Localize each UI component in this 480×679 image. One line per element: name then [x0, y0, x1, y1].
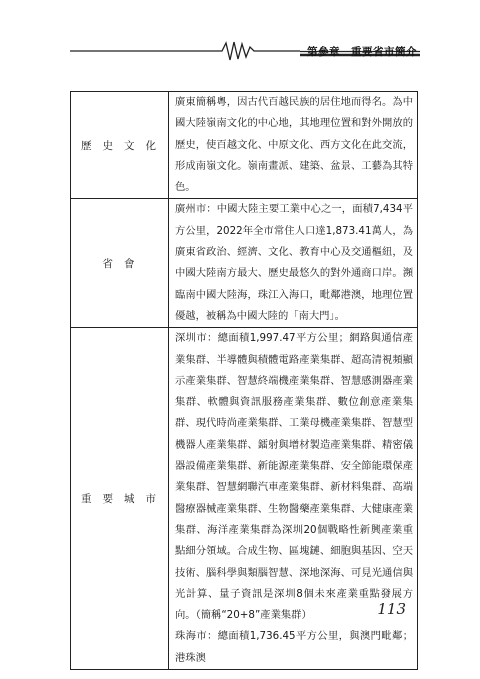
zhuhai-paragraph: 珠海市：總面積1,736.45平方公里，與澳門毗鄰；港珠澳	[175, 630, 413, 664]
province-info-table	[70, 91, 418, 670]
row-label-major-cities: 重要城市	[71, 328, 169, 670]
table-row-capital	[71, 199, 418, 328]
page-number: 113	[377, 600, 406, 618]
shenzhen-paragraph: 深圳市：總面積1,997.47平方公里；網路與通信產業集群、半導體與積體電路產業集群、超高清視頻顯示產業集群、智慧終端機產業集群、智慧感測器產業集群、軟體與資訊服務產業集群、數位創意產業集群、現代時尚產業集群、工業母機產業集群、智慧型機器人產業集群、鐳射與增材製造產業集群、精密儀器設備產業集群、新能源產業集群、安全節能環保產業集群、智慧網聯汽車產業集群、新材料集群、高端醫療器械產業集群、生物醫藥產業集群、大健康產業集群、海洋產業集群為深圳20個戰略性新興產業重點細分領域。合成生物、區塊鏈、細胞與基因、空天技術、腦科學與類腦智慧、深地深海、可見光通信與光計算、量子資訊是深圳8個未來產業重點發展方向。（簡稱“20+8”產業集群）	[175, 332, 413, 622]
row-label-capital: 省會	[71, 199, 169, 328]
row-content-history	[169, 92, 418, 199]
section-title: 第參章 重要省市簡介	[307, 46, 417, 58]
table-row-history	[71, 92, 418, 199]
page-header	[0, 0, 480, 70]
table-row-major-cities	[71, 328, 418, 670]
row-label-history: 歷史文化	[71, 92, 169, 199]
row-content-capital	[169, 199, 418, 328]
row-content-major-cities	[169, 328, 418, 670]
capital-paragraph: 廣州市：中國大陸主要工業中心之一，面積7,434平方公里，2022年全市常住人口達1,873.41萬人，為廣東省政治、經濟、文化、教育中心及交通樞紐，及中國大陸南方最大、歷史最悠久的對外通商口岸。瀕臨南中國大陸海，珠江入海口，毗鄰港澳，地理位置優越，被稱為中國大陸的「南大門」。	[175, 203, 413, 322]
header-rule-heartbeat	[0, 0, 480, 70]
history-paragraph: 廣東簡稱粵，因古代百越民族的居住地而得名。為中國大陸嶺南文化的中心地，其地理位置和對外開放的歷史，使百越文化、中原文化、西方文化在此交流，形成南嶺文化。嶺南畫派、建築、盆景、工藝為其特色。	[175, 96, 413, 194]
